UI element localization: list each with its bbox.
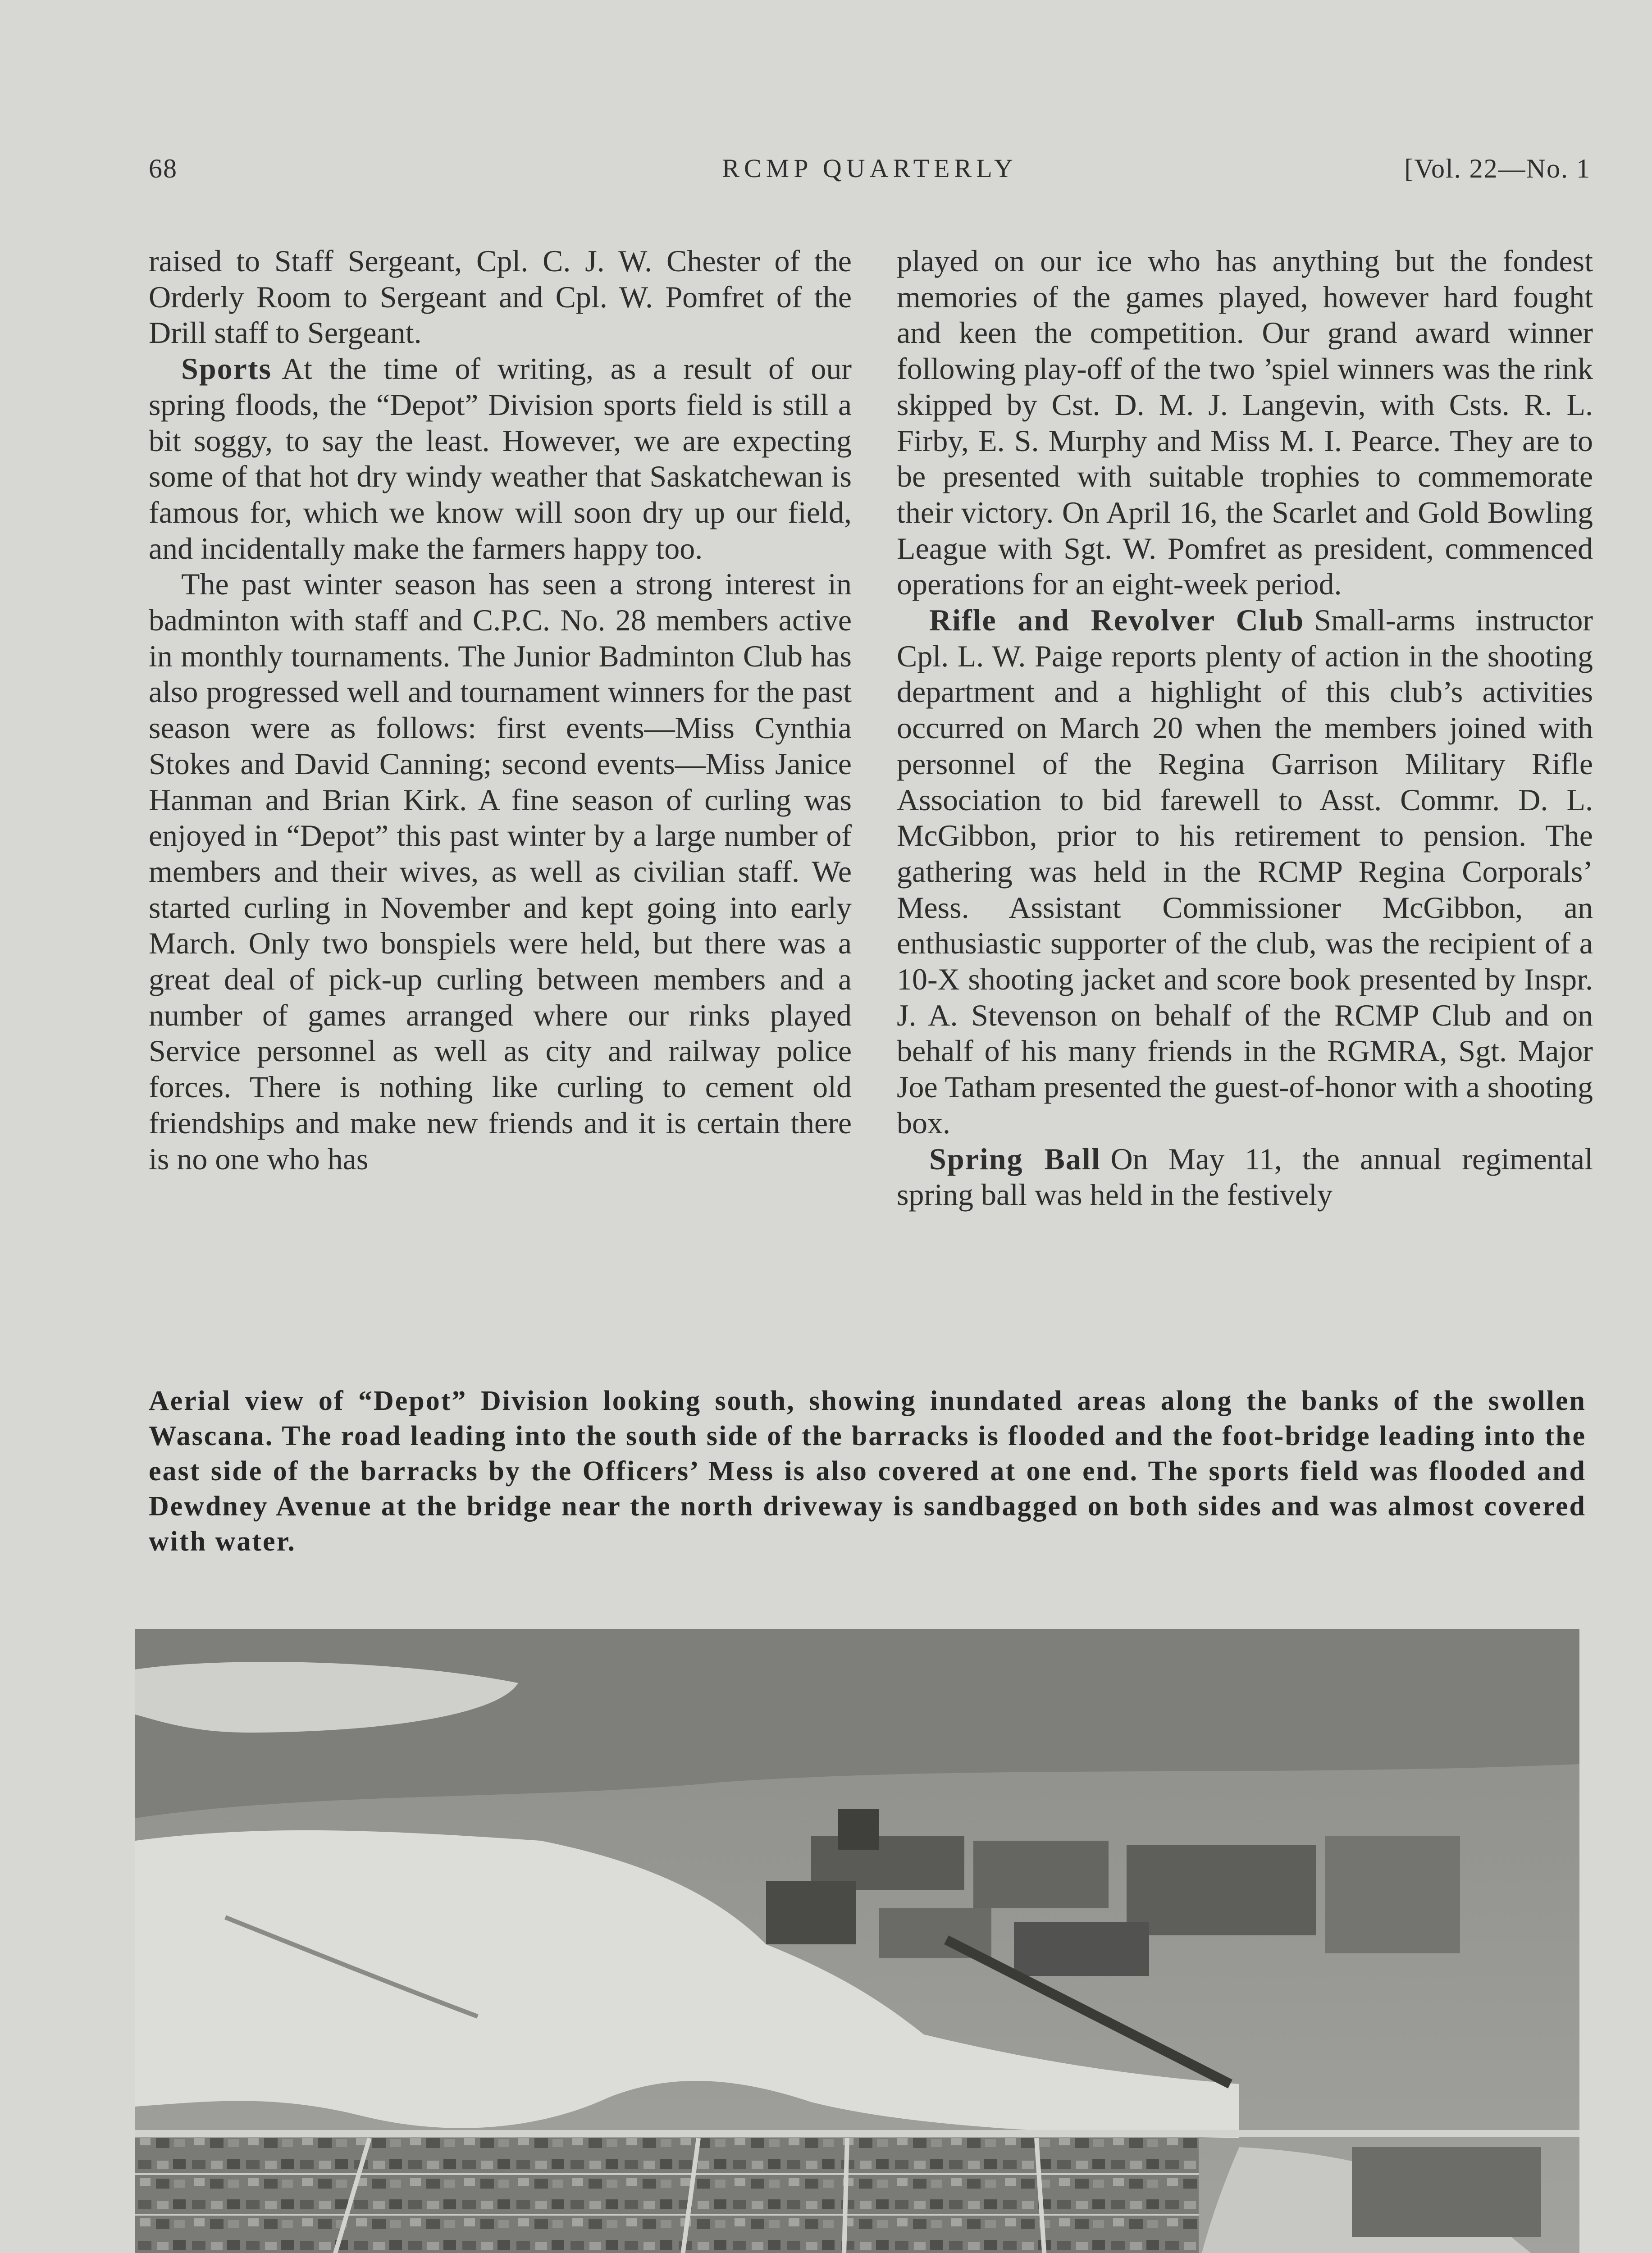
sports-paragraph: [149, 351, 852, 566]
right-column: [897, 243, 1593, 1213]
page-header: [149, 153, 1591, 189]
page-number: 68: [149, 154, 178, 183]
photo-caption: Aerial view of “Depot” Division looking south, showing inundated areas along the banks of the swollen Wascana. The road leading into the south side of the barracks is flooded and the foot-bridge leading into the east side of the barracks by the Officers’ Mess is also covered at one end. The sports field was flooded and Dewdney Avenue at the bridge near the north driveway is sandbagged on both sides and was almost covered with water.: [149, 1386, 1586, 1557]
aerial-photo-illustration: [135, 1629, 1579, 2253]
section-heading-spring-ball: Spring Ball: [929, 1141, 1101, 1176]
paragraph: played on our ice who has anything but the fondest memories of the games played, however hard fought and keen the competition. Our grand award winner following play-off of the two ’spiel winners was the rink skipped by Cst. D. M. J. Langevin, with Csts. R. L. Firby, E. S. Murphy and Miss M. I. Pearce. They are to be presented with suitable trophies to commemorate their victory. On April 16, the Scarlet and Gold Bowling League with Sgt. W. Pomfret as president, commenced operations for an eight-week period.: [897, 244, 1593, 602]
left-column: [149, 243, 852, 1177]
sports-text: At the time of writing, as a result of our spring floods, the “Depot” Division sports field is still a bit soggy, to say the least. However, we are expecting some of that hot dry windy weather that Saskatchewan is famous for, which we know will soon dry up our field, and incidentally make the farmers happy too.: [149, 351, 852, 566]
spring-text: On May 11, the annual regimental spring ball was held in the festively: [897, 1141, 1593, 1212]
aerial-photo: [135, 1629, 1579, 2253]
spring-paragraph: [897, 1141, 1593, 1213]
east-houses: [1352, 2147, 1541, 2237]
rifle-paragraph: [897, 602, 1593, 1141]
paragraph: raised to Staff Sergeant, Cpl. C. J. W. Chester of the Orderly Room to Sergeant and Cpl. W. Pomfret of the Drill staff to Sergeant.: [149, 244, 852, 350]
section-heading-rifle: Rifle and Revolver Club: [929, 603, 1305, 638]
running-title: RCMP QUARTERLY: [722, 154, 1018, 183]
paragraph: The past winter season has seen a strong interest in badminton with staff and C.P.C. No. 28 members active in monthly tournaments. The Junior Badminton Club has also progressed well and tournament winners for the past season were as follows: first events—Miss Cynthia Stokes and David Canning; second events—Miss Janice Hanman and Brian Kirk. A fine season of curling was enjoyed in “Depot” this past winter by a large number of members and their wives, as well as civilian staff. We started curling in November and kept going into early March. Only two bonspiels were held, but there was a great deal of pick-up curling between members and a number of games arranged where our rinks played Service personnel as well as city and railway police forces. There is nothing like curling to cement old friendships and make new friends and it is certain there is no one who has: [149, 567, 852, 1176]
issue-label: [Vol. 22—No. 1: [1404, 154, 1591, 183]
section-heading-sports: Sports: [181, 351, 272, 386]
rifle-text: Small-arms instructor Cpl. L. W. Paige reports plenty of action in the shooting department and a highlight of this club’s activities occurred on March 20 when the members joined with personnel of the Regina Garrison Military Rifle Association to bid farewell to Asst. Commr. D. L. McGibbon, prior to his retirement to pension. The gathering was held in the RCMP Regina Corporals’ Mess. Assistant Commissioner McGibbon, an enthusiastic supporter of the club, was the recipient of a 10-X shooting jacket and score book presented by Inspr. J. A. Stevenson on behalf of the RCMP Club and on behalf of his many friends in the RGMRA, Sgt. Major Joe Tatham presented the guest-of-honor with a shooting box.: [897, 603, 1593, 1140]
